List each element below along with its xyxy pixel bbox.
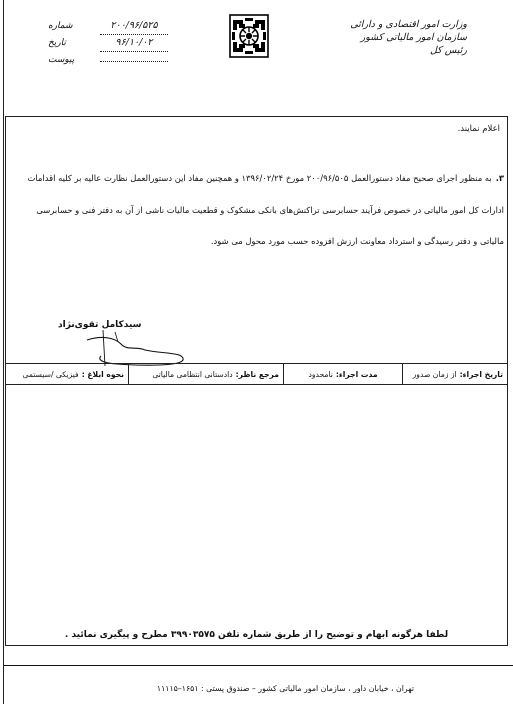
emblem-logo	[229, 14, 269, 58]
duration-label: مدت اجراء:	[335, 369, 378, 379]
sender-title: رئیس کل	[430, 45, 467, 56]
delivery-label: نحوه ابلاغ :	[81, 369, 124, 379]
contact-notice: لطفا هرگونه ابهام و توضیح را از طریق شماره تلفن ۳۹۹۰۳۵۷۵ مطرح و پیگیری نمائید .	[64, 630, 449, 640]
letter-number: ۲۰۰/۹۶/۵۲۵	[100, 18, 168, 35]
duration-value: نامحدود	[308, 369, 333, 379]
signatory-name: سیدکامل تقوی‌نژاد	[58, 320, 142, 330]
attachment-value	[100, 61, 168, 62]
instruction-paragraph	[14, 163, 504, 258]
number-label: شماره	[48, 21, 73, 31]
organization-name: سازمان امور مالیاتی کشور	[360, 32, 467, 43]
ministry-header	[347, 18, 467, 57]
ministry-name: وزارت امور اقتصادی و دارائی	[350, 19, 467, 30]
exec-date-value: از زمان صدور	[412, 369, 457, 379]
attachment-row	[48, 52, 168, 68]
letter-meta	[48, 18, 168, 68]
exec-date-cell	[402, 364, 507, 384]
exec-date-label: تاریخ اجراء:	[459, 369, 503, 379]
paragraph-number: ۳.	[495, 173, 504, 183]
delivery-value: فیزیکی /سیستمی	[22, 369, 79, 379]
authority-value: دادستانی انتظامی مالیاتی	[152, 369, 233, 379]
execution-info-bar	[6, 363, 507, 385]
salutation: اعلام نمایند.	[457, 124, 500, 134]
attachment-label: پیوست	[48, 55, 75, 65]
footer-address: تهران ، خیابان داور ، سازمان امور مالیاتی کشور – صندوق پستی : ۱۶۵۱–۱۱۱۱۵	[156, 684, 414, 693]
number-row	[48, 18, 168, 35]
duration-cell	[283, 364, 402, 384]
footer-divider	[4, 665, 513, 666]
authority-label: مرجع ناظر:	[235, 369, 279, 379]
letter-date: ۹۶/۱۰/۰۲	[100, 35, 168, 52]
page-frame-line	[3, 0, 4, 704]
authority-cell	[128, 364, 283, 384]
paragraph-text: به منظور اجرای صحیح مفاد دستورالعمل ۲۰۰/۹۶/۵۰۵ مورخ ۱۳۹۶/۰۲/۲۴ و همچنین مفاد این دستورالعمل نظارت عالیه بر کلیه اقدامات ادارات کل امور مالیاتی در خصوص فرآیند حسابرسی تراکنش‌های بانکی مشکوک و قطعیت مالیات ناشی از آن به دفتر فنی و حسابرسی مالیاتی و دفتر رسیدگی و استرداد معاونت ارزش افزوده حسب مورد محول می شود.	[27, 173, 504, 246]
delivery-cell	[6, 364, 128, 384]
date-label: تاریخ	[48, 38, 66, 48]
date-row	[48, 35, 168, 52]
